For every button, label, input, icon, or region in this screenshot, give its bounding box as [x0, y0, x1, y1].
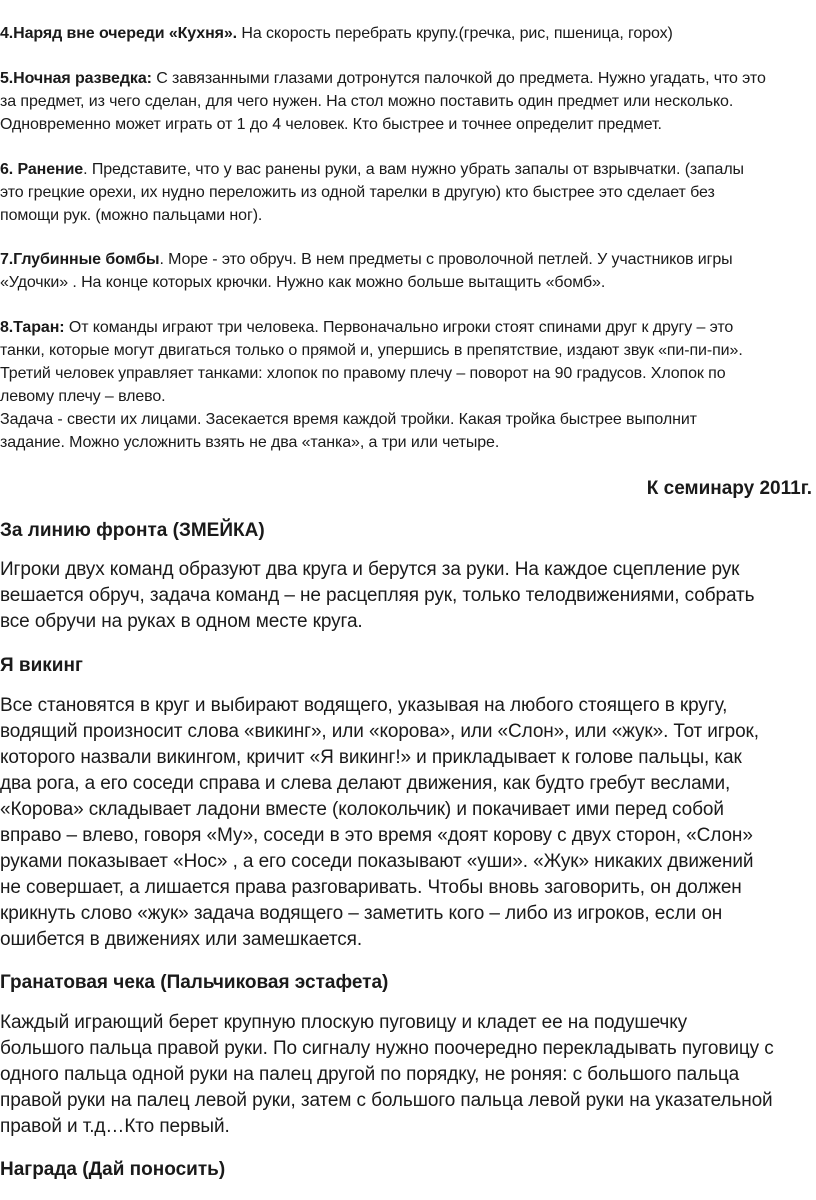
game-1-line-1: Игроки двух команд образуют два круга и берутся за руки. На каждое сцепление рук — [0, 559, 740, 580]
game-2-body — [0, 693, 816, 953]
game-2-line-9: крикнуть слово «жук» задача водящего – заметить кого – либо из игроков, если он — [0, 903, 723, 924]
item-5-line-2: за предмет, из чего сделан, для чего нужен. На стол можно поставить один предмет или несколько. — [0, 93, 734, 110]
item-6-line-2: это грецкие орехи, их нудно переложить из одной тарелки в другую) кто быстрее это сделает без — [0, 184, 715, 201]
game-2-line-1: Все становятся в круг и выбирают водящего, указывая на любого стоящего в кругу, — [0, 695, 728, 716]
item-8-line-3: Третий человек управляет танками: хлопок по правому плечу – поворот на 90 градусов. Хлопок по — [0, 365, 726, 382]
game-3-title: Гранатовая чека (Пальчиковая эстафета) — [0, 972, 389, 993]
game-3-line-2: большого пальца правой руки. По сигналу нужно поочередно перекладывать пуговицу с — [0, 1038, 774, 1059]
game-2-line-5: «Корова» складывает ладони вместе (колокольчик) и покачивает ими перед собой — [0, 799, 724, 820]
item-8-line-1: От команды играют три человека. Первоначально игроки стоят спинами друг к другу – это — [68, 319, 734, 336]
game-1-line-3: все обручи на руках в одном месте круга. — [0, 611, 363, 632]
game-2-line-7: руками показывает «Нос» , а его соседи показывают «уши». «Жук» никаких движений — [0, 851, 754, 872]
item-6-line-1: . Представите, что у вас ранены руки, а вам нужно убрать запалы от взрывчатки. (запалы — [83, 161, 744, 178]
item-4-title: 4.Наряд вне очереди «Кухня». — [0, 25, 238, 42]
game-2-line-2: водящий произносит слова «викинг», или «корова», или «Слон», или «жук». Тот игрок, — [0, 721, 759, 742]
game-4-title: Награда (Дай поносить) — [0, 1159, 226, 1180]
item-7-title: 7.Глубинные бомбы — [0, 251, 160, 268]
game-3-line-1: Каждый играющий берет крупную плоскую пуговицу и кладет ее на подушечку — [0, 1012, 688, 1033]
game-2-line-3: которого назвали викингом, кричит «Я викинг!» и прикладывает к голове пальцы, как — [0, 747, 742, 768]
item-5 — [0, 67, 816, 136]
game-1-line-2: вешается обруч, задача команд – не расцепляя рук, только телодвижениями, собрать — [0, 585, 755, 606]
game-1-title: За линию фронта (ЗМЕЙКА) — [0, 520, 265, 541]
game-2-line-6: вправо – влево, говоря «Му», соседи в это время «доят корову с двух сторон, «Слон» — [0, 825, 753, 846]
item-5-line-3: Одновременно может играть от 1 до 4 человек. Кто быстрее и точнее определит предмет. — [0, 116, 662, 133]
game-2-line-10: ошибется в движениях или замешкается. — [0, 929, 363, 950]
item-8-line-4: левому плечу – влево. — [0, 388, 166, 405]
game-3-line-3: одного пальца одной руки на палец другой по порядку, не роняя: с большого пальца — [0, 1064, 740, 1085]
game-2-line-8: не совершает, а лишается права разговаривать. Чтобы вновь заговорить, он должен — [0, 877, 742, 898]
item-6 — [0, 158, 816, 227]
item-7 — [0, 248, 816, 294]
item-4 — [0, 22, 816, 45]
item-7-line-1: . Море - это обруч. В нем предметы с проволочной петлей. У участников игры — [159, 251, 733, 268]
seminar-title: К семинару 2011г. — [646, 478, 812, 499]
game-3-body — [0, 1010, 816, 1140]
item-6-line-3: помощи рук. (можно пальцами ног). — [0, 207, 263, 224]
item-4-line-1: На скорость перебрать крупу.(гречка, рис, пшеница, горох) — [241, 25, 673, 42]
game-3-line-5: правой и т.д…Кто первый. — [0, 1116, 230, 1137]
item-8-line-6: задание. Можно усложнить взять не два «танка», а три или четыре. — [0, 434, 500, 451]
game-1-body — [0, 557, 816, 635]
item-7-line-2: «Удочки» . На конце которых крючки. Нужно как можно больше вытащить «бомб». — [0, 274, 606, 291]
item-5-title: 5.Ночная разведка: — [0, 70, 152, 87]
game-2-line-4: два рога, а его соседи справа и слева делают движения, как будто гребут веслами, — [0, 773, 731, 794]
item-5-line-1: С завязанными глазами дотронутся палочкой до предмета. Нужно угадать, что это — [156, 70, 766, 87]
item-6-title: 6. Ранение — [0, 161, 84, 178]
game-3-line-4: правой руки на палец левой руки, затем с большого пальца левой руки на указательной — [0, 1090, 773, 1111]
item-8 — [0, 316, 816, 454]
game-2-title: Я викинг — [0, 655, 83, 676]
item-8-line-5: Задача - свести их лицами. Засекается время каждой тройки. Какая тройка быстрее выполнит — [0, 411, 697, 428]
item-8-line-2: танки, которые могут двигаться только о прямой и, упершись в препятствие, издают звук «пи-пи-пи». — [0, 342, 743, 359]
item-8-title: 8.Таран: — [0, 319, 65, 336]
